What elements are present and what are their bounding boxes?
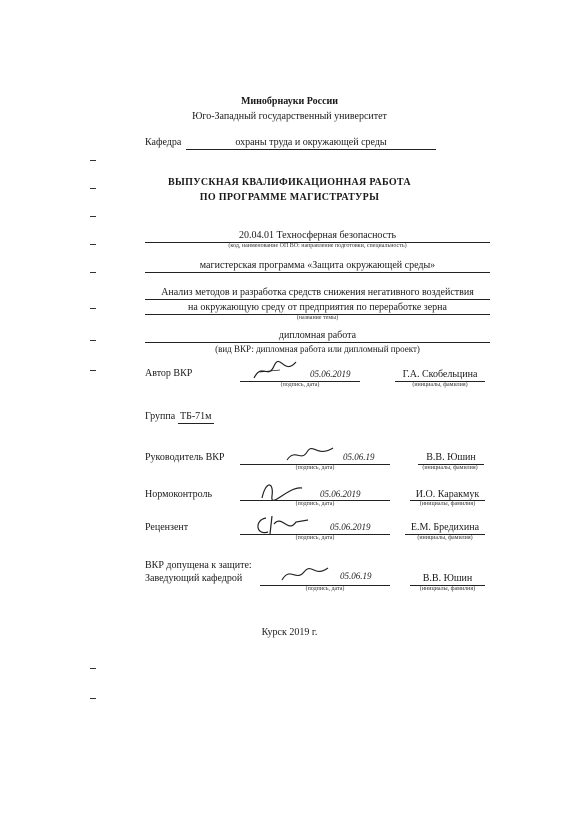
topic-line1: Анализ методов и разработка средств снижения негативного воздействия <box>161 287 474 298</box>
reviewer-date: 05.06.2019 <box>330 522 371 532</box>
author-signature <box>250 358 300 384</box>
work-title-line2: ПО ПРОГРАММЕ МАГИСТРАТУРЫ <box>199 192 380 203</box>
group-underline <box>178 423 214 424</box>
admission-line1: ВКР допущена к защите: <box>145 560 252 571</box>
supervisor-name-caption: (инициалы, фамилия) <box>422 465 478 471</box>
topic-line2: на окружающую среду от предприятия по переработке зерна <box>188 302 447 313</box>
work-type-caption: (вид ВКР: дипломная работа или дипломный проект) <box>215 344 420 354</box>
work-type-underline <box>145 342 490 343</box>
university-name: Юго-Западный государственный университет <box>192 111 387 122</box>
margin-tick <box>90 272 96 273</box>
admission-name: В.В. Юшин <box>422 573 473 584</box>
work-type-value: дипломная работа <box>278 330 357 341</box>
supervisor-label: Руководитель ВКР <box>145 452 225 463</box>
ministry-name: Минобрнауки России <box>240 96 339 107</box>
supervisor-name: В.В. Юшин <box>426 452 476 463</box>
department-name: охраны труда и окружающей среды <box>235 137 387 148</box>
normcontrol-date: 05.06.2019 <box>320 489 361 499</box>
author-date: 05.06.2019 <box>310 369 351 379</box>
margin-tick <box>90 308 96 309</box>
specialty-value: 20.04.01 Техносферная безопасность <box>238 230 397 241</box>
supervisor-signature <box>285 442 335 466</box>
margin-tick <box>90 370 96 371</box>
admission-name-caption: (инициалы, фамилия) <box>419 586 476 592</box>
author-label: Автор ВКР <box>145 368 193 379</box>
group-label: Группа <box>145 411 176 422</box>
supervisor-date-caption: (подпись, дата) <box>295 465 335 471</box>
normcontrol-label: Нормоконтроль <box>145 489 213 500</box>
reviewer-name: Е.М. Бредихина <box>410 522 480 533</box>
topic-caption: (название темы) <box>296 315 339 321</box>
normcontrol-name: И.О. Каракмук <box>415 489 480 500</box>
author-name-caption: (инициалы, фамилия) <box>412 382 468 388</box>
city-year: Курск 2019 г. <box>261 627 318 638</box>
admission-signature <box>280 562 330 586</box>
author-name: Г.А. Скобельцина <box>402 369 478 380</box>
margin-tick <box>90 668 96 669</box>
normcontrol-name-caption: (инициалы, фамилия) <box>419 501 476 507</box>
supervisor-date: 05.06.19 <box>343 452 375 462</box>
reviewer-date-caption: (подпись, дата) <box>295 535 335 541</box>
department-underline <box>186 149 436 150</box>
reviewer-name-caption: (инициалы, фамилия) <box>417 535 473 541</box>
margin-tick <box>90 188 96 189</box>
margin-tick <box>90 216 96 217</box>
department-label: Кафедра <box>145 137 182 148</box>
group-value: ТБ-71м <box>180 411 212 422</box>
margin-tick <box>90 340 96 341</box>
work-title-line1: ВЫПУСКНАЯ КВАЛИФИКАЦИОННАЯ РАБОТА <box>168 177 411 188</box>
normcontrol-date-caption: (подпись, дата) <box>295 501 335 507</box>
admission-date: 05.06.19 <box>340 571 372 581</box>
topic-underline-1 <box>145 299 490 300</box>
margin-tick <box>90 698 96 699</box>
margin-tick <box>90 244 96 245</box>
author-date-caption: (подпись, дата) <box>280 382 320 388</box>
program-underline <box>145 272 490 273</box>
reviewer-label: Рецензент <box>145 522 189 533</box>
admission-date-caption: (подпись, дата) <box>305 586 345 592</box>
specialty-caption: (код, наименование ОП ВО: направление подготовки, специальность) <box>228 243 407 249</box>
admission-line2: Заведующий кафедрой <box>145 573 243 584</box>
margin-tick <box>90 160 96 161</box>
program-name: магистерская программа «Защита окружающей среды» <box>199 260 436 271</box>
